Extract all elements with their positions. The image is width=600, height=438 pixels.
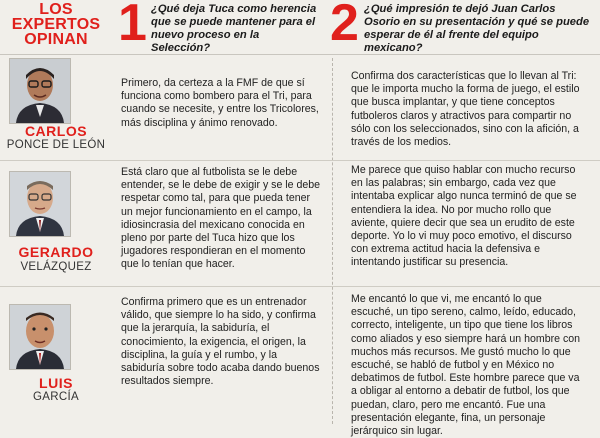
expert-first-name: GERARDO bbox=[18, 244, 94, 260]
answer-2: Confirma dos características que lo llevan al Tri: que le importa mucho la forma de juego, el estilo que busca implantar, y que tiene conceptos futboleros claros y atractivos para compartir no sólo con los seleccionados, sino con la afición, a través de los medios. bbox=[351, 70, 580, 149]
question-2-text: ¿Qué impresión te dejó Juan Carlos Osorio en su presentación y qué se puede esperar de él al frente del equipo mexicano? bbox=[364, 3, 590, 54]
expert-photo-carlos bbox=[9, 58, 71, 124]
expert-row-luis bbox=[0, 290, 600, 438]
row-separator bbox=[0, 160, 600, 161]
answer-1: Confirma primero que es un entrenador válido, que siempre lo ha sido, y confirma que la jerarquía, la sabiduría, el conocimiento, la exigencia, el origen, la disciplina, la guía y el rumbo, y la sabiduría sobre todo acaba dando buenos resultados siempre. bbox=[121, 296, 320, 388]
expert-portrait-icon bbox=[10, 172, 70, 236]
header-rule bbox=[0, 54, 600, 55]
answer-2: Me parece que quiso hablar con mucho recurso en las palabras; sin embargo, cada vez que intentaba explicar algo nunca terminó de que se entendiera la idea. No por mucho rollo que aviente, quiere decir que sea un erudito de este deporte. Yo lo vi muy poco emotivo, el discurso con extrema actitud hacia la defensiva e intentando justificar su presencia. bbox=[351, 164, 577, 269]
expert-portrait-icon bbox=[10, 305, 70, 369]
row-separator bbox=[0, 286, 600, 287]
answer-1: Está claro que al futbolista se le debe entender, se le debe de exigir y se le debe respetar como tal, para que pueda tener un mejor funcionamiento en el campo, la idiosincrasia del mexicano conocida en pleno por parte del Tuca hizo que los jugadores respondieran en el momento que lo tenían que hacer. bbox=[121, 166, 321, 271]
expert-row-gerardo bbox=[0, 165, 600, 285]
expert-last-name: GARCÍA bbox=[33, 391, 79, 403]
expert-row-carlos bbox=[0, 58, 600, 156]
expert-first-name: LUIS bbox=[39, 375, 73, 391]
expert-photo-luis bbox=[9, 304, 71, 370]
expert-photo-gerardo bbox=[9, 171, 71, 237]
expert-last-name: VELÁZQUEZ bbox=[20, 261, 92, 273]
expert-first-name: CARLOS bbox=[24, 123, 88, 139]
answer-2: Me encantó lo que vi, me encantó lo que escuché, un tipo sereno, calmo, leído, educado, correcto, inteligente, un tipo que tiene los libros como aliados y eso siempre hará un hombre con muchos más recursos. Me gustó mucho lo que escuché, se habló de futbol y en México no debatimos de futbol. Este hombre parece que va a obligar al entorno a debatir de futbol, los que puedan, claro, pero me encantó. Fue una presentación elegante, fina, un personaje jerárquico sin lugar. bbox=[351, 293, 581, 438]
question-2-number: 2 bbox=[330, 0, 359, 52]
section-title: LOS EXPERTOS OPINAN bbox=[11, 1, 101, 48]
expert-last-name: PONCE DE LEÓN bbox=[6, 139, 106, 151]
expert-portrait-icon bbox=[10, 59, 70, 123]
question-1-number: 1 bbox=[118, 0, 147, 52]
question-1-text: ¿Qué deja Tuca como herencia que se puede mantener para el nuevo proceso en la Selección? bbox=[151, 3, 317, 54]
header bbox=[0, 0, 600, 52]
answer-1: Primero, da certeza a la FMF de que sí funciona como bombero para el Tri, para cuando se necesite, y entre los Tricolores, más disciplina y ánimo renovado. bbox=[121, 77, 319, 129]
